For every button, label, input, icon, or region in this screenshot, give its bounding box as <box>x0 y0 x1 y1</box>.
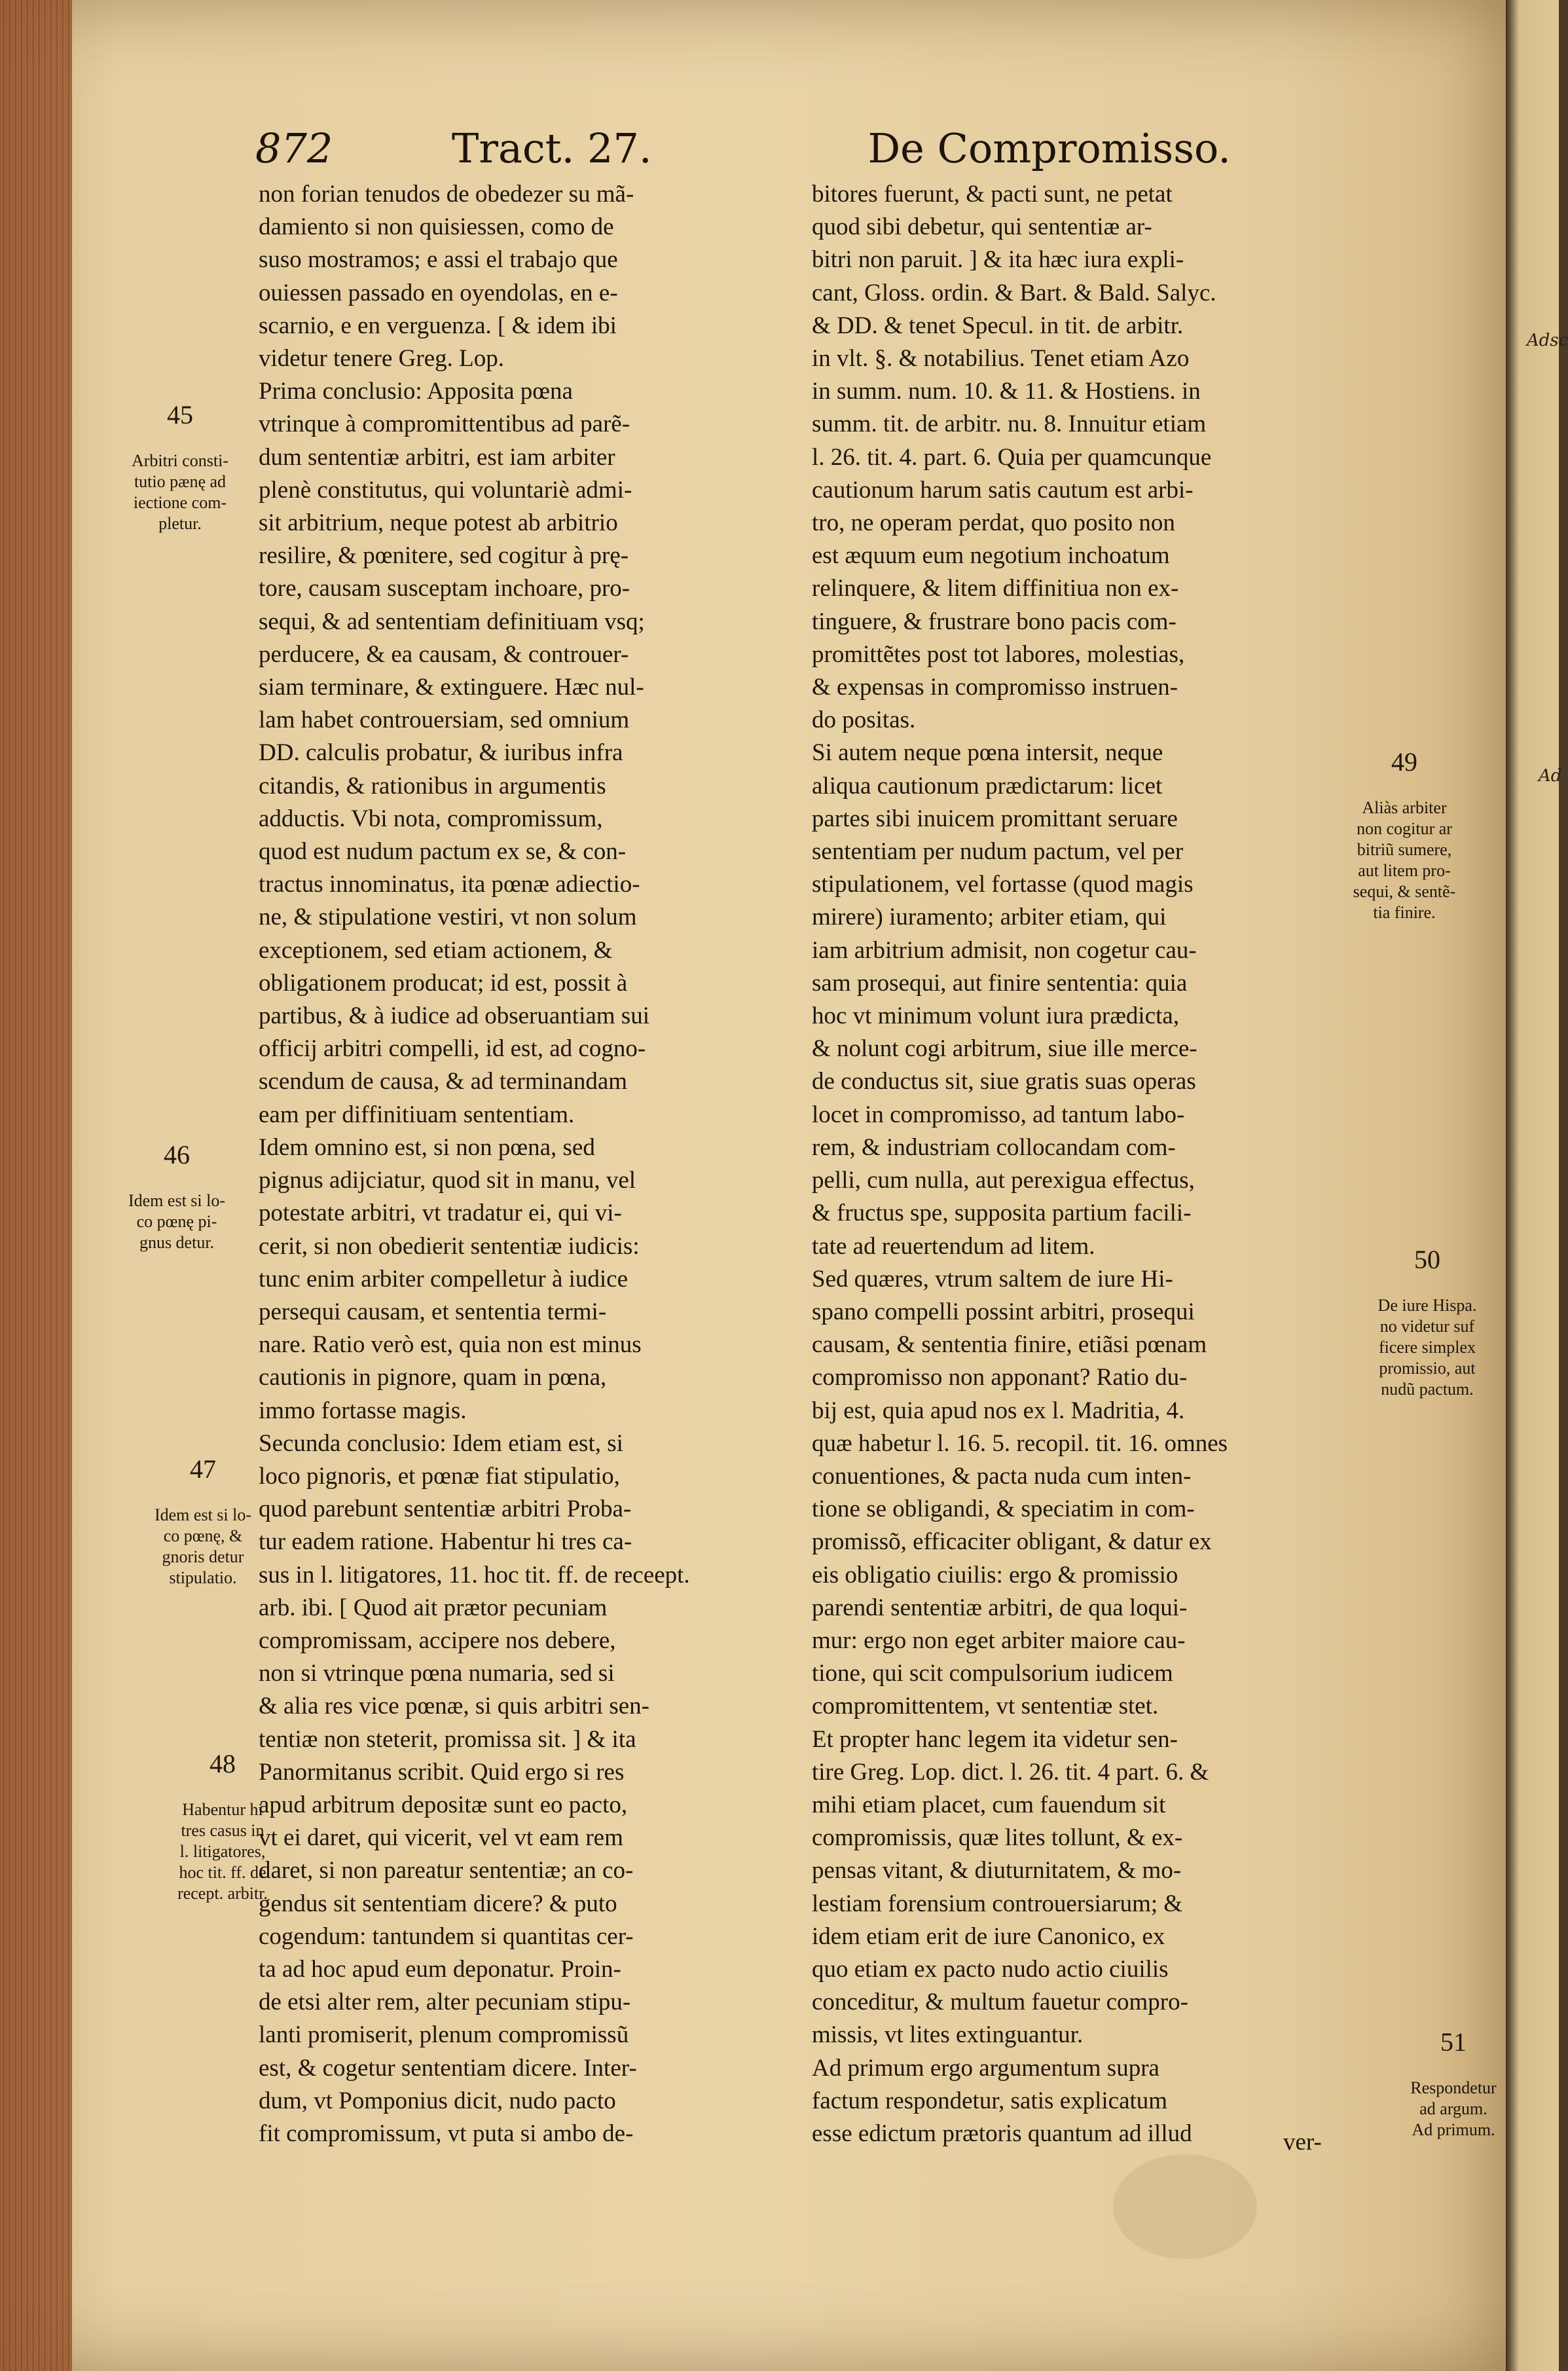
margin-note-50 <box>1349 1224 1506 1400</box>
margin-note-51 <box>1388 2007 1519 2141</box>
page-title: De Compromisso. <box>867 124 1231 172</box>
adjacent-page-fragment: Ad <box>1539 766 1562 786</box>
margin-note-number: 51 <box>1440 2027 1467 2057</box>
margin-note-number: 45 <box>167 400 193 430</box>
running-header <box>255 124 1231 177</box>
margin-note-number: 47 <box>190 1454 216 1484</box>
text-column-right: bitores fuerunt, & pacti sunt, ne petat quod sibi debetur, qui sententiæ ar- bitri non paruit. ] & ita hæc iura expli- cant, Gloss. ordin. & Bart. & Bald. Salyc. & DD. & tenet Specul. in tit. de arbitr. in vlt. §. & notabilius. Tenet etiam Azo in summ. num. 10. & 11. & Hostiens. in summ. tit. de arbitr. nu. 8. Innuitur etiam l. 26. tit. 4. part. 6. Quia per quamcunque cautionum harum satis cautum est arbi- tro, ne operam perdat, quo posito non est æquum eum negotium inchoatum relinquere, & litem diffinitiua non ex- tinguere, & frustrare bono pacis com- promittẽtes post tot labores, molestias, & expensas in compromisso instruen- do positas. Si autem neque pœna intersit, neque aliqua cautionum prædictarum: licet partes sibi inuicem promittant seruare sententiam per nudum pactum, vel per stipulationem, vel fortasse (quod magis mirere) iuramento; arbiter etiam, qui iam arbitrium admisit, non cogetur cau- sam prosequi, aut finire sententia: quia hoc vt minimum volunt iura prædicta, & nolunt cogi arbitrum, siue ille merce- de conductus sit, siue gratis suas operas locet in compromisso, ad tantum labo- rem, & industriam collocandam com- pelli, cum nulla, aut perexigua effectus, & fructus spe, supposita partium facili- tate ad reuertendum ad litem. Sed quæres, vtrum saltem de iure Hi- spano compelli possint arbitri, prosequi causam, & sententia finire, etiãsi pœnam compromisso non apponant? Ratio du- bij est, quia apud nos ex l. Madritia, 4. quæ habetur l. 16. 5. recopil. tit. 16. omnes conuentiones, & pacta nuda cum inten- tione se obligandi, & speciatim in com- promissõ, efficaciter obligant, & datur ex eis obligatio ciuilis: ergo & promissio parendi sententiæ arbitri, de qua loqui- mur: ergo non eget arbiter maiore cau- tione, qui scit compulsorium iudicem compromittentem, vt sententiæ stet. Et propter hanc legem ita videtur sen- tire Greg. Lop. dict. l. 26. tit. 4 part. 6. & mihi etiam placet, cum fauendum sit compromissis, quæ lites tollunt, & ex- pensas vitant, & diuturnitatem, & mo- lestiam forensium controuersiarum; & idem etiam erit de iure Canonico, ex quo etiam ex pacto nudo actio ciuilis conceditur, & multum fauetur compro- missis, vt lites extinguantur. Ad primum ergo argumentum supra factum respondetur, satis explicatum esse edictum prætoris quantum ad illud <box>812 181 1228 2147</box>
adjacent-page-edge <box>1506 0 1568 2371</box>
margin-note-text: Arbitri consti- tutio pænę ad iectione com- pletur. <box>131 451 229 533</box>
margin-note-number: 48 <box>210 1749 236 1778</box>
page-stain <box>1113 2154 1257 2259</box>
margin-note-text: Habentur hi tres casus in l. litigatores, hoc tit. ff. de recept. arbitr. <box>177 1800 268 1903</box>
adjacent-page-fragment: Adsc <box>1527 331 1568 350</box>
text-column-left: non forian tenudos de obedezer su mã- damiento si non quisiessen, como de suso mostramos; e assi el trabajo que ouiessen passado en oyendolas, en e- scarnio, e en verguenza. [ & idem ibi videtur tenere Greg. Lop. Prima conclusio: Apposita pœna vtrinque à compromittentibus ad parẽ- dum sententiæ arbitri, est iam arbiter plenè constitutus, qui voluntariè admi- sit arbitrium, neque potest ab arbitrio resilire, & pœnitere, sed cogitur à prę- tore, causam susceptam inchoare, pro- sequi, & ad sententiam definitiuam vsq; perducere, & ea causam, & controuer- siam terminare, & extinguere. Hæc nul- lam habet controuersiam, sed omnium DD. calculis probatur, & iuribus infra citandis, & rationibus in argumentis adductis. Vbi nota, compromissum, quod est nudum pactum ex se, & con- tractus innominatus, ita pœnæ adiectio- ne, & stipulatione vestiri, vt non solum exceptionem, sed etiam actionem, & obligationem producat; id est, possit à partibus, & à iudice ad obseruantiam sui officij arbitri compelli, id est, ad cogno- scendum de causa, & ad terminandam eam per diffinitiuam sententiam. Idem omnino est, si non pœna, sed pignus adijciatur, quod sit in manu, vel potestate arbitri, vt tradatur ei, qui vi- cerit, si non obedierit sententiæ iudicis: tunc enim arbiter compelletur à iudice persequi causam, et sententia termi- nare. Ratio verò est, quia non est minus cautionis in pignore, quam in pœna, immo fortasse magis. Secunda conclusio: Idem etiam est, si loco pignoris, et pœnæ fiat stipulatio, quod parebunt sententiæ arbitri Proba- tur eadem ratione. Habentur hi tres ca- sus in l. litigatores, 11. hoc tit. ff. de receept. arb. ibi. [ Quod ait prætor pecuniam compromissam, accipere nos debere, non si vtrinque pœna numaria, sed si & alia res vice pœnæ, si quis arbitri sen- tentiæ non steterit, promissa sit. ] & ita Panormitanus scribit. Quid ergo si res apud arbitrum depositæ sunt eo pacto, vt ei daret, qui vicerit, vel vt eam rem daret, si non pareatur sententiæ; an co- gendus sit sententiam dicere? & puto cogendum: tantundem si quantitas cer- ta ad hoc apud eum deponatur. Proin- de etsi alter rem, alter pecuniam stipu- lanti promiserit, plenum compromissũ est, & cogetur sententiam dicere. Inter- dum, vt Pomponius dicit, nudo pacto fit compromissum, vt puta si ambo de- <box>259 181 690 2147</box>
margin-note-text: Aliàs arbiter non cogitur ar bitriũ sumere, aut litem pro- sequi, & sentẽ- tia finire. <box>1353 798 1456 922</box>
margin-note-45 <box>98 380 262 534</box>
margin-note-number: 46 <box>164 1140 190 1169</box>
margin-note-46 <box>101 1120 252 1253</box>
margin-note-number: 49 <box>1391 747 1417 777</box>
margin-note-text: Idem est si lo- co pœnę, & gnoris detur stipulatio. <box>154 1505 252 1587</box>
margin-note-49 <box>1329 727 1480 923</box>
page-number: 872 <box>255 124 333 172</box>
page-edge <box>0 0 72 2371</box>
margin-note-text: De iure Hispa. no videtur suf ficere simplex promissio, aut nudũ pactum. <box>1377 1296 1477 1399</box>
margin-note-number: 50 <box>1414 1245 1440 1274</box>
margin-note-48 <box>151 1729 295 1904</box>
margin-note-47 <box>131 1434 275 1589</box>
margin-note-text: Respondetur ad argum. Ad primum. <box>1410 2078 1497 2139</box>
catchword: ver- <box>1283 2129 1322 2156</box>
margin-note-text: Idem est si lo- co pœnę pi- gnus detur. <box>128 1191 226 1252</box>
tractatus-label: Tract. 27. <box>452 124 652 172</box>
